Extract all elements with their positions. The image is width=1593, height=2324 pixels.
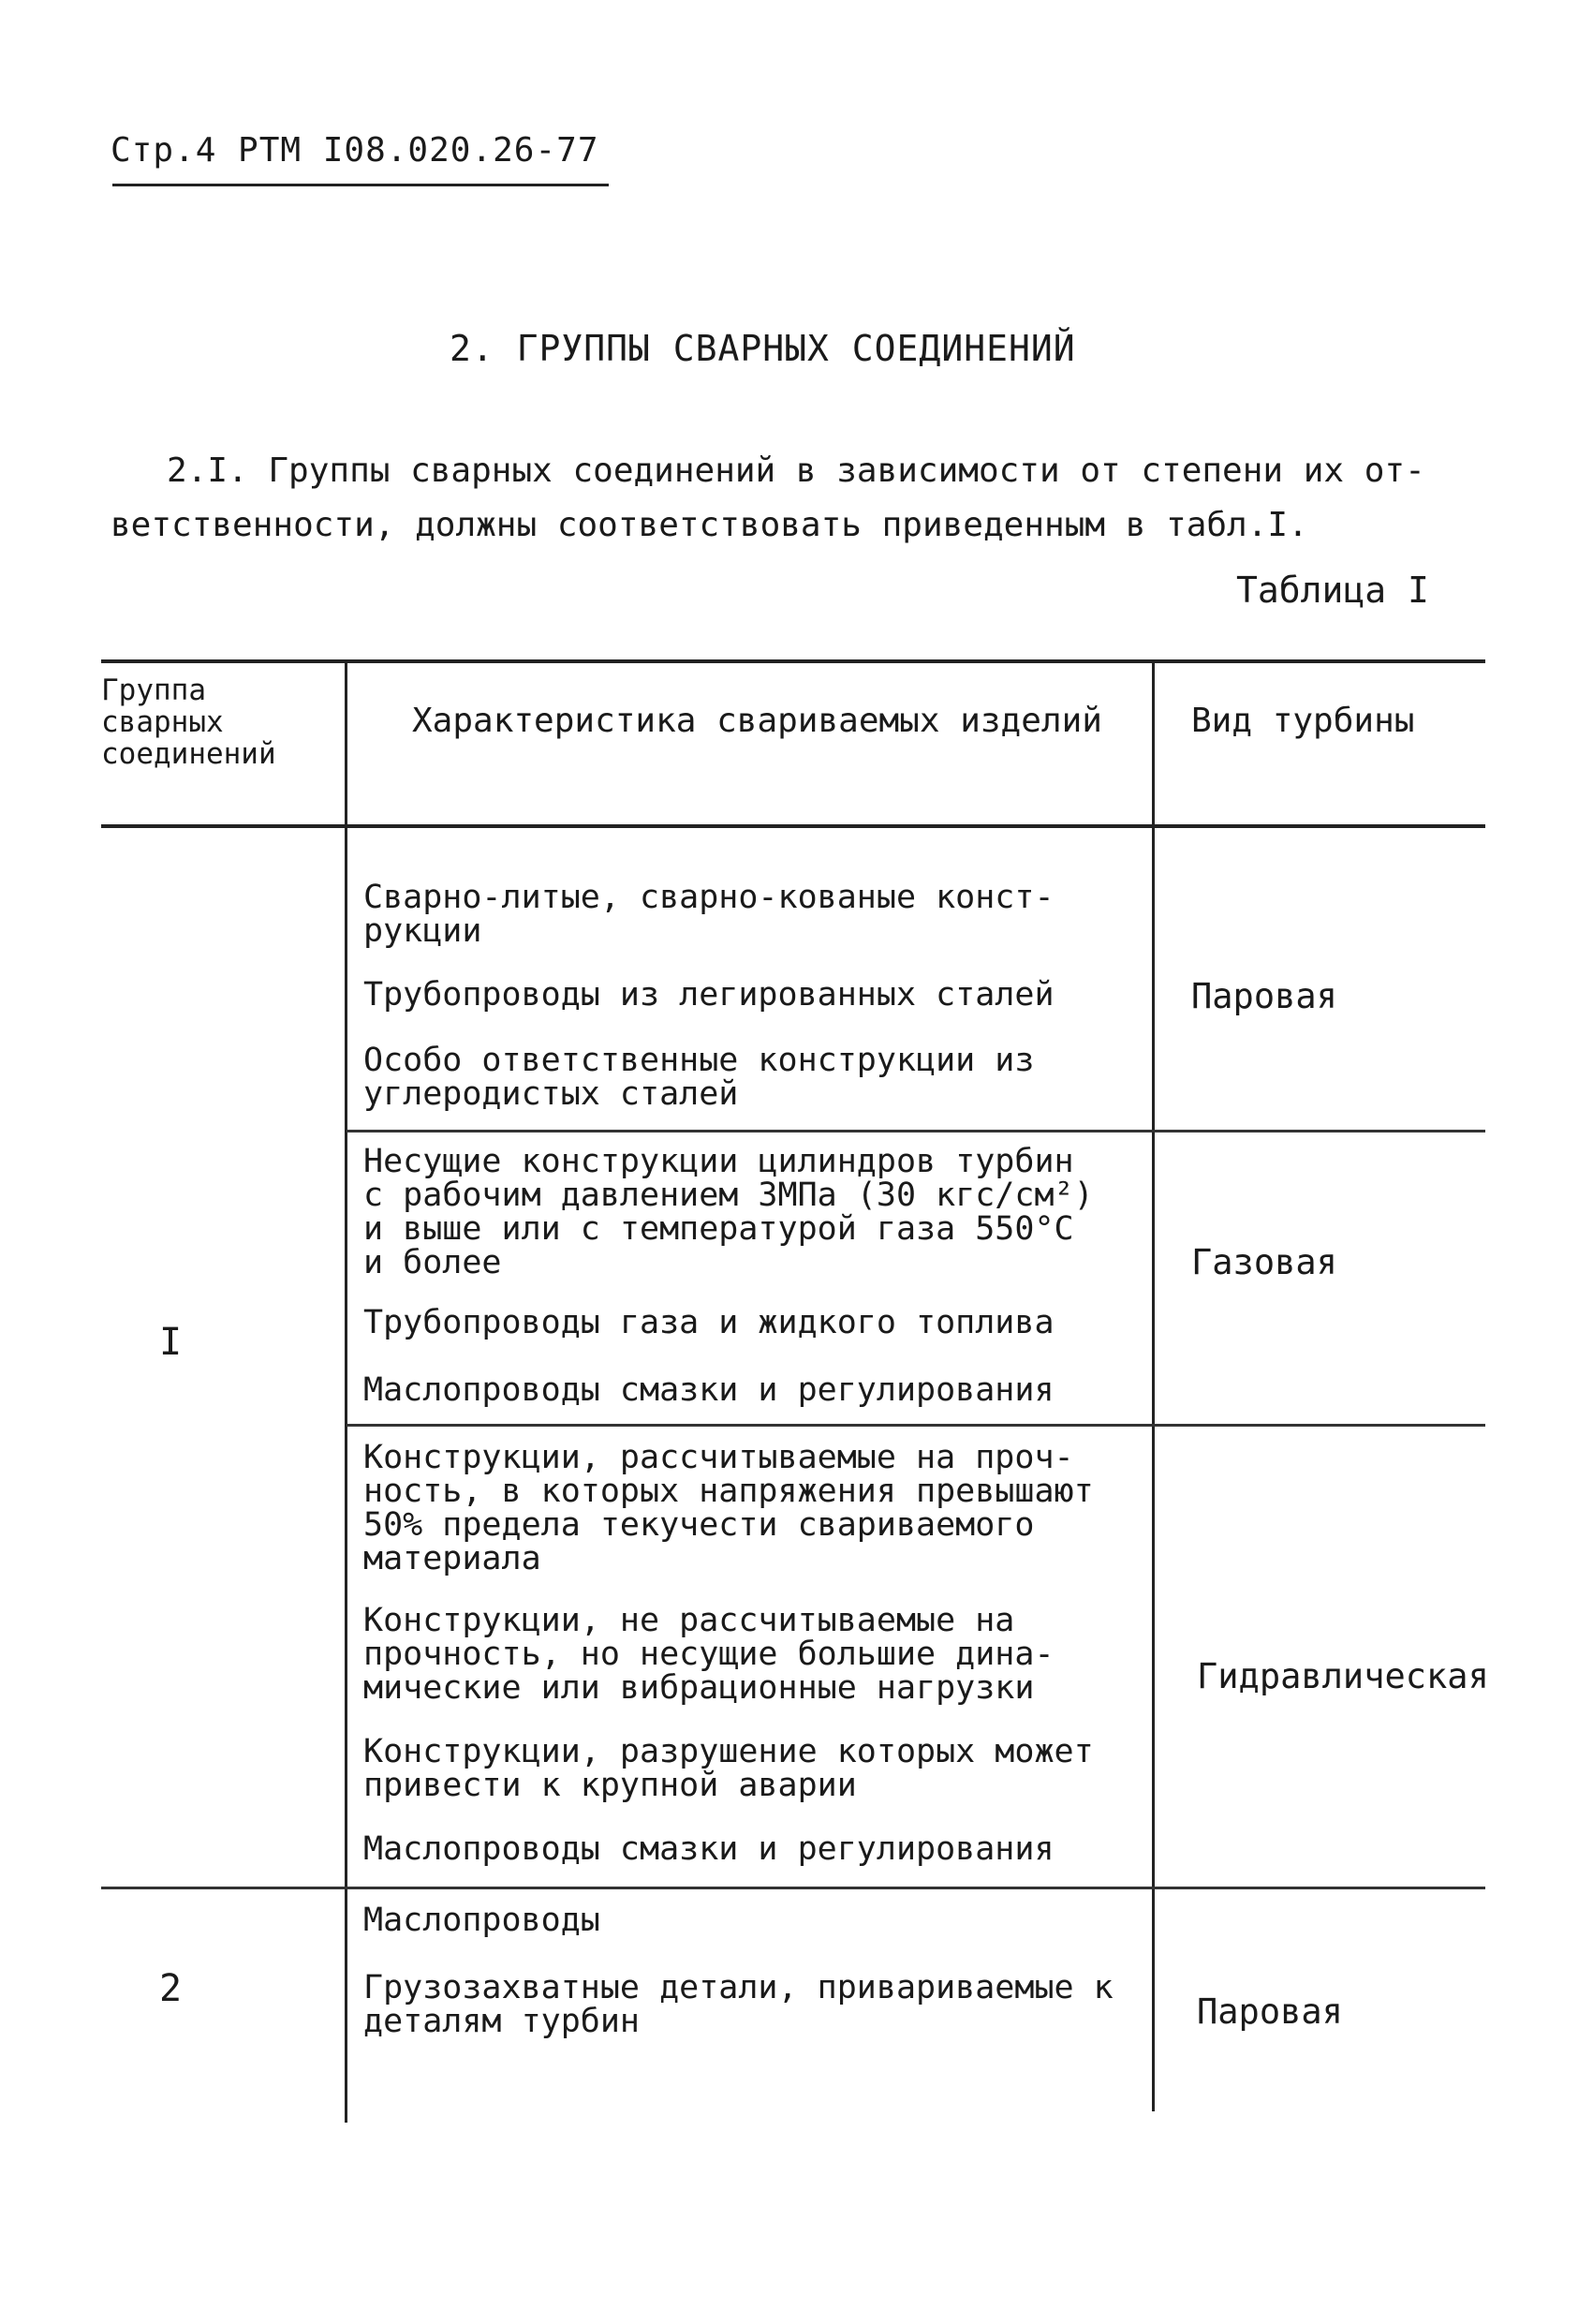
item-line: Грузозахватные детали, привариваемые к: [363, 1969, 1114, 2006]
item-line: Маслопроводы смазки и регулирования: [363, 1371, 1055, 1409]
group-divider: [101, 1887, 1485, 1889]
header-characteristic: Характеристика свариваемых изделий: [412, 702, 1102, 740]
item-line: Конструкции, разрушение которых может: [363, 1733, 1094, 1770]
item-line: привести к крупной аварии: [363, 1767, 857, 1804]
item-line: прочность, но несущие большие дина-: [363, 1636, 1055, 1673]
turbine-type-steam: Паровая: [1191, 976, 1337, 1016]
item-line: Трубопроводы из легированных сталей: [363, 976, 1055, 1014]
header-group-line-2: сварных: [101, 705, 224, 739]
list-item: [363, 1145, 1169, 1280]
item-line: Сварно-литые, сварно-кованые конст-: [363, 879, 1055, 916]
item-line: Конструкции, не рассчитываемые на: [363, 1602, 1015, 1639]
item-line: рукции: [363, 912, 482, 950]
list-item: [363, 1441, 1169, 1576]
header-turbine-type: Вид турбины: [1191, 702, 1415, 740]
header-group-line-1: Группа: [101, 674, 206, 707]
header-group-line-3: соединений: [101, 737, 276, 771]
page-reference: Стр.4 РТМ I08.020.26-77: [111, 131, 599, 170]
item-line: материала: [363, 1540, 541, 1577]
item-line: Особо ответственные конструкции из: [363, 1042, 1035, 1079]
block-divider-1: [347, 1130, 1485, 1132]
item-line: Конструкции, рассчитываемые на проч-: [363, 1439, 1074, 1476]
intro-line-2: ветственности, должны соответствовать приведенным в табл.I.: [111, 506, 1308, 544]
table-caption: Таблица I: [1236, 570, 1429, 611]
intro-paragraph: [111, 444, 1478, 553]
list-item: [363, 1373, 1169, 1407]
turbine-type-hydraulic: Гидравлическая: [1197, 1656, 1489, 1696]
table-header-rule: [101, 824, 1485, 828]
item-line: Несущие конструкции цилиндров турбин: [363, 1143, 1074, 1180]
turbine-type-gas: Газовая: [1191, 1242, 1337, 1282]
item-line: Маслопроводы смазки и регулирования: [363, 1830, 1055, 1868]
list-item: [363, 1735, 1169, 1802]
item-line: 50% предела текучести свариваемого: [363, 1506, 1035, 1544]
list-item: [363, 1044, 1169, 1111]
list-item: [363, 1306, 1169, 1340]
item-line: ность, в которых напряжения превышают: [363, 1473, 1094, 1510]
list-item: [363, 1903, 1169, 1937]
list-item: [363, 881, 1169, 948]
section-title: 2. ГРУППЫ СВАРНЫХ СОЕДИНЕНИЙ: [450, 328, 1076, 369]
item-line: Маслопроводы: [363, 1902, 600, 1939]
table-top-rule: [101, 659, 1485, 663]
item-line: мические или вибрационные нагрузки: [363, 1669, 1035, 1707]
header-group: [101, 674, 340, 770]
item-line: и более: [363, 1244, 502, 1281]
list-item: [363, 1971, 1169, 2038]
list-item: [363, 1604, 1169, 1705]
block-divider-2: [347, 1424, 1485, 1427]
list-item: [363, 978, 1169, 1012]
list-item: [363, 1832, 1169, 1866]
item-line: с рабочим давлением 3МПа (30 кгс/см²): [363, 1177, 1094, 1214]
item-line: деталям турбин: [363, 2003, 641, 2040]
header-underline: [112, 184, 609, 186]
intro-line-1: 2.I. Группы сварных соединений в зависимости от степени их от-: [167, 451, 1425, 490]
item-line: Трубопроводы газа и жидкого топлива: [363, 1304, 1055, 1341]
column-divider-1: [345, 661, 347, 2123]
turbine-type-steam-2: Паровая: [1197, 1991, 1343, 2032]
item-line: углеродистых сталей: [363, 1075, 739, 1113]
item-line: и выше или с температурой газа 550°С: [363, 1210, 1074, 1248]
group-number-2: 2: [159, 1967, 183, 2010]
group-number-1: I: [159, 1321, 183, 1364]
